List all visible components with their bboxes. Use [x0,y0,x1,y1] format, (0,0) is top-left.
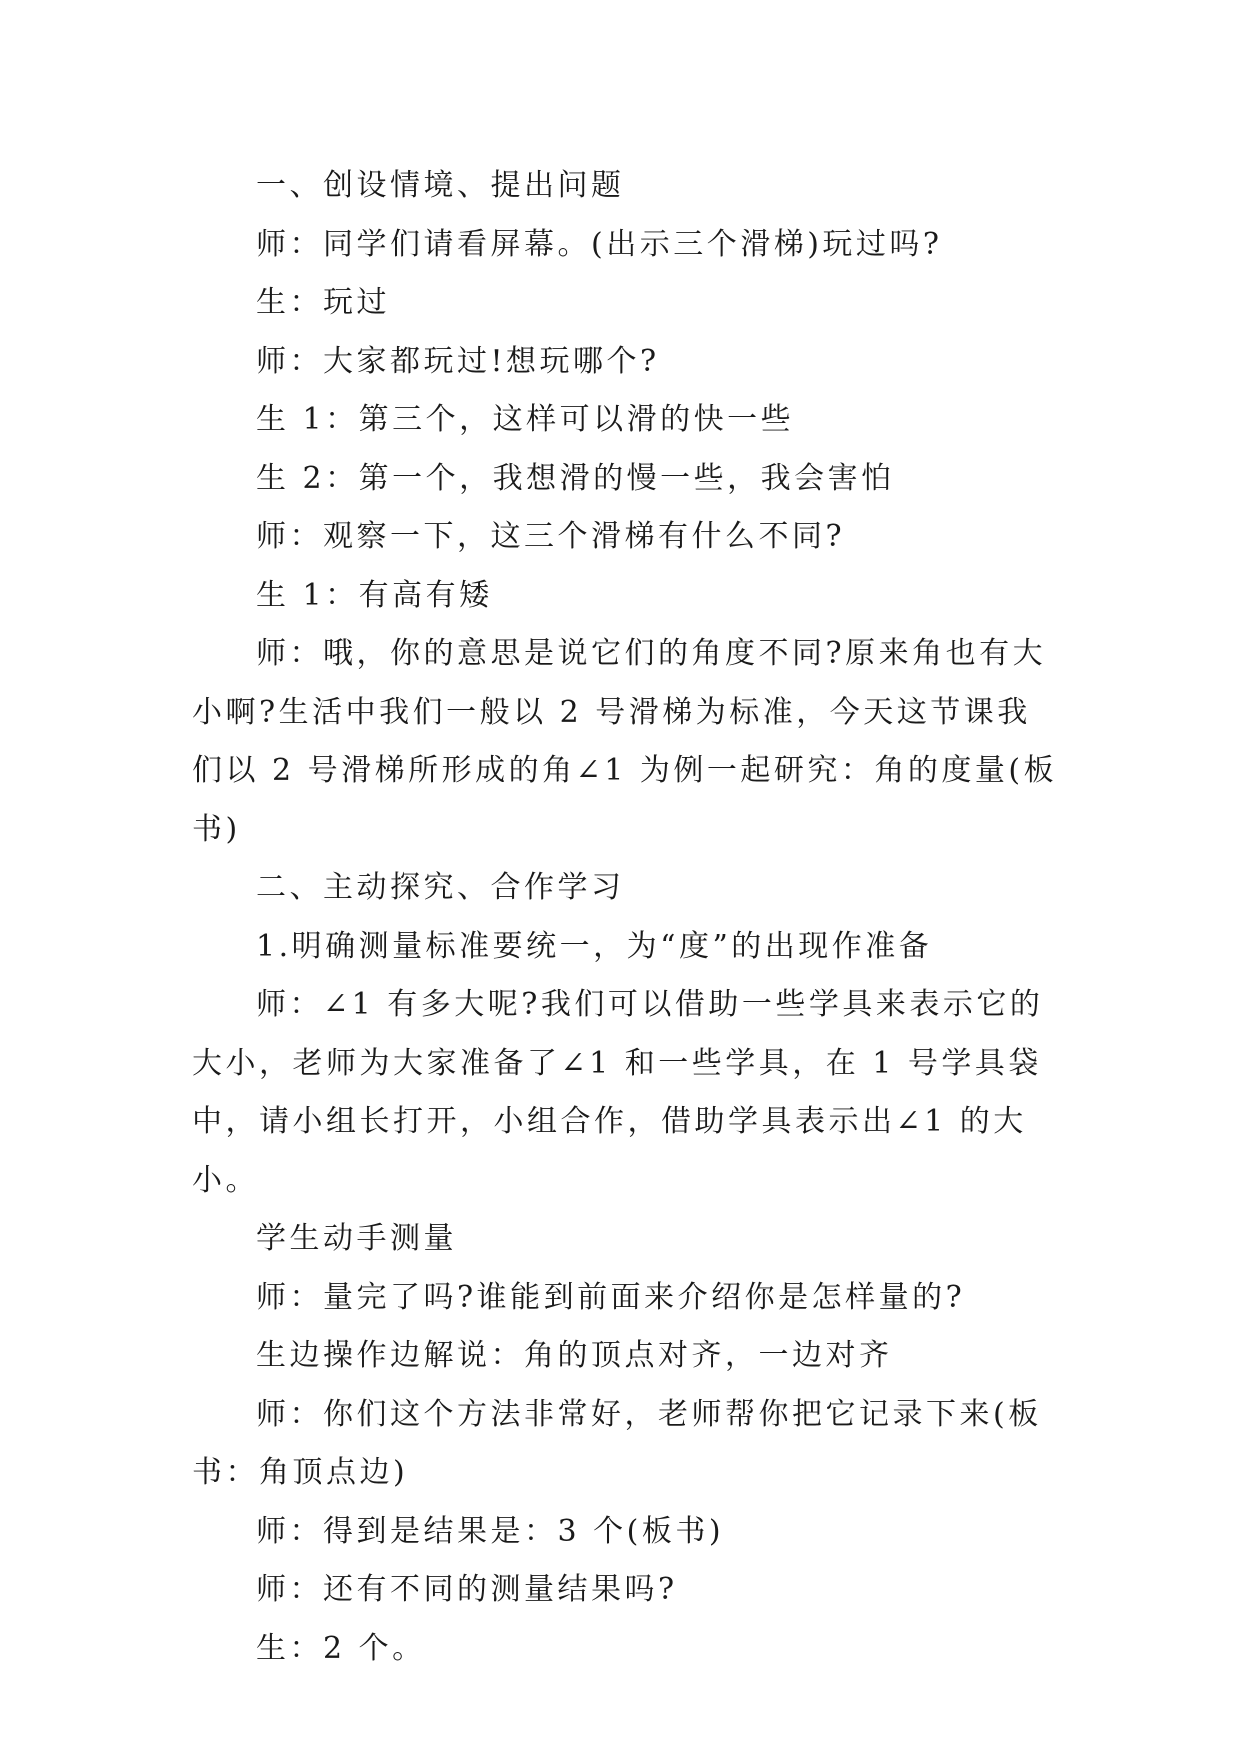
dialogue-paragraph: 师：∠1 有多大呢?我们可以借助一些学具来表示它的大小，老师为大家准备了∠1 和一些学具，在 1 号学具袋中，请小组长打开，小组合作，借助学具表示出∠1 的大小。 [192,987,1044,1198]
dialogue-line: 师：同学们请看屏幕。(出示三个滑梯)玩过吗? [256,226,943,262]
dialogue-line: 师：大家都玩过!想玩哪个? [256,343,660,379]
document-body [192,157,1062,1678]
dialogue-line: 师：观察一下，这三个滑梯有什么不同? [256,519,846,554]
subsection-heading: 1.明确测量标准要统一，为“度”的出现作准备 [256,928,933,964]
dialogue-line: 生 1：第三个，这样可以滑的快一些 [256,402,795,437]
dialogue-paragraph: 师：哦，你的意思是说它们的角度不同?原来角也有大小啊?生活中我们一般以 2 号滑梯为标准，今天这节课我们以 2 号滑梯所形成的角∠1 为例一起研究：角的度量(板书) [192,636,1058,847]
dialogue-line: 生：2 个。 [256,1630,426,1666]
dialogue-line: 师：得到是结果是：3 个(板书) [256,1513,725,1549]
dialogue-line: 生：玩过 [256,285,390,320]
dialogue-line: 生 2：第一个，我想滑的慢一些，我会害怕 [256,460,895,496]
section-heading-1: 一、创设情境、提出问题 [256,168,625,203]
dialogue-paragraph: 师：你们这个方法非常好，老师帮你把它记录下来(板书：角顶点边) [192,1396,1042,1490]
dialogue-line: 生 1：有高有矮 [256,577,493,613]
dialogue-line: 师：还有不同的测量结果吗? [256,1572,678,1607]
section-heading-2: 二、主动探究、合作学习 [256,870,625,905]
dialogue-line: 师：量完了吗?谁能到前面来介绍你是怎样量的? [256,1279,966,1315]
activity-note: 学生动手测量 [256,1221,457,1256]
dialogue-line: 生边操作边解说：角的顶点对齐，一边对齐 [256,1338,893,1373]
